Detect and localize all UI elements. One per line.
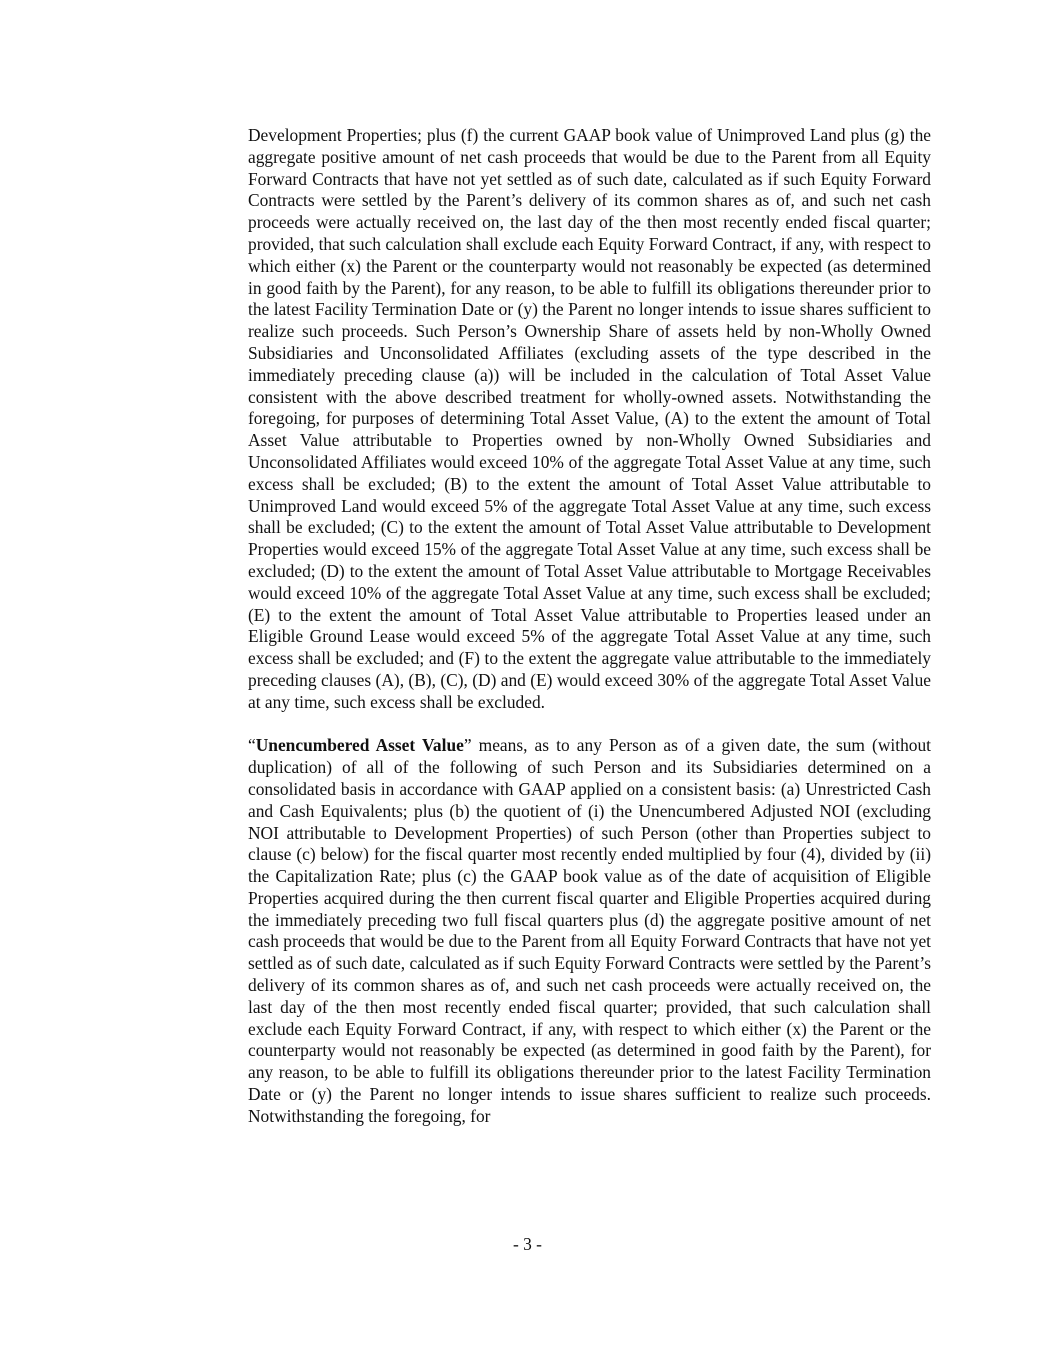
defined-term: Unencumbered Asset Value (255, 735, 464, 756)
definition-text: ” means, as to any Person as of a given date, the sum (without duplication) of all of the following of such Person and its Subsidiaries determined on a consolidated basis in accordance with GAAP applied on a consistent basis: (a) Unrestricted Cash and Cash Equivalents; plus (b) the quotient of (i) the Unencumbered Adjusted NOI (excluding NOI attributable to Development Properties) of such Person (other than Properties subject to clause (c) below) for the fiscal quarter most recently ended multiplied by four (4), divided by (ii) the Capitalization Rate; plus (c) the GAAP book value as of the date of acquisition of Eligible Properties acquired during the then current fiscal quarter and Eligible Properties acquired during the immediately preceding two full fiscal quarters plus (d) the aggregate positive amount of net cash proceeds that would be due to the Parent from all Equity Forward Contracts that have not yet settled as of such date, calculated as if such Equity Forward Contracts were settled by the Parent’s delivery of its common shares as of, and such net cash proceeds were actually received on, the last day of the then most recently ended fiscal quarter; provided, that such calculation shall exclude each Equity Forward Contract, if any, with respect to which either (x) the Parent or the counterparty would not reasonably be expected (as determined in good faith by the Parent), for any reason, to be able to fulfill its obligations thereunder prior to the latest Facility Termination Date or (y) the Parent no longer intends to issue shares sufficient to realize such proceeds. Notwithstanding the foregoing, for (248, 735, 931, 1126)
page-number: - 3 - (513, 1234, 542, 1254)
paragraph-unencumbered-asset-value (248, 735, 931, 1127)
document-body (248, 125, 931, 1128)
paragraph-total-asset-value-continued: Development Properties; plus (f) the current GAAP book value of Unimproved Land plus (g) the aggregate positive amount of net cash proceeds that would be due to the Parent from all Equity Forward Contracts that have not yet settled as of such date, calculated as if such Equity Forward Contracts were settled by the Parent’s delivery of its common shares as of, and such net cash proceeds were actually received on, the last day of the then most recently ended fiscal quarter; provided, that such calculation shall exclude each Equity Forward Contract, if any, with respect to which either (x) the Parent or the counterparty would not reasonably be expected (as determined in good faith by the Parent), for any reason, to be able to fulfill its obligations thereunder prior to the latest Facility Termination Date or (y) the Parent no longer intends to issue shares sufficient to realize such proceeds. Such Person’s Ownership Share of assets held by non-Wholly Owned Subsidiaries and Unconsolidated Affiliates (excluding assets of the type described in the immediately preceding clause (a)) will be included in the calculation of Total Asset Value consistent with the above described treatment for wholly-owned assets. Notwithstanding the foregoing, for purposes of determining Total Asset Value, (A) to the extent the amount of Total Asset Value attributable to Properties owned by non-Wholly Owned Subsidiaries and Unconsolidated Affiliates would exceed 10% of the aggregate Total Asset Value at any time, such excess shall be excluded; (B) to the extent the amount of Total Asset Value attributable to Unimproved Land would exceed 5% of the aggregate Total Asset Value at any time, such excess shall be excluded; (C) to the extent the amount of Total Asset Value attributable to Development Properties would exceed 15% of the aggregate Total Asset Value at any time, such excess shall be excluded; (D) to the extent the amount of Total Asset Value attributable to Mortgage Receivables would exceed 10% of the aggregate Total Asset Value at any time, such excess shall be excluded; (E) to the extent the amount of Total Asset Value attributable to Properties leased under an Eligible Ground Lease would exceed 5% of the aggregate Total Asset Value at any time, such excess shall be excluded; and (F) to the extent the aggregate value attributable to the immediately preceding clauses (A), (B), (C), (D) and (E) would exceed 30% of the aggregate Total Asset Value at any time, such excess shall be excluded. (248, 125, 931, 712)
open-quote: “ (248, 735, 256, 756)
